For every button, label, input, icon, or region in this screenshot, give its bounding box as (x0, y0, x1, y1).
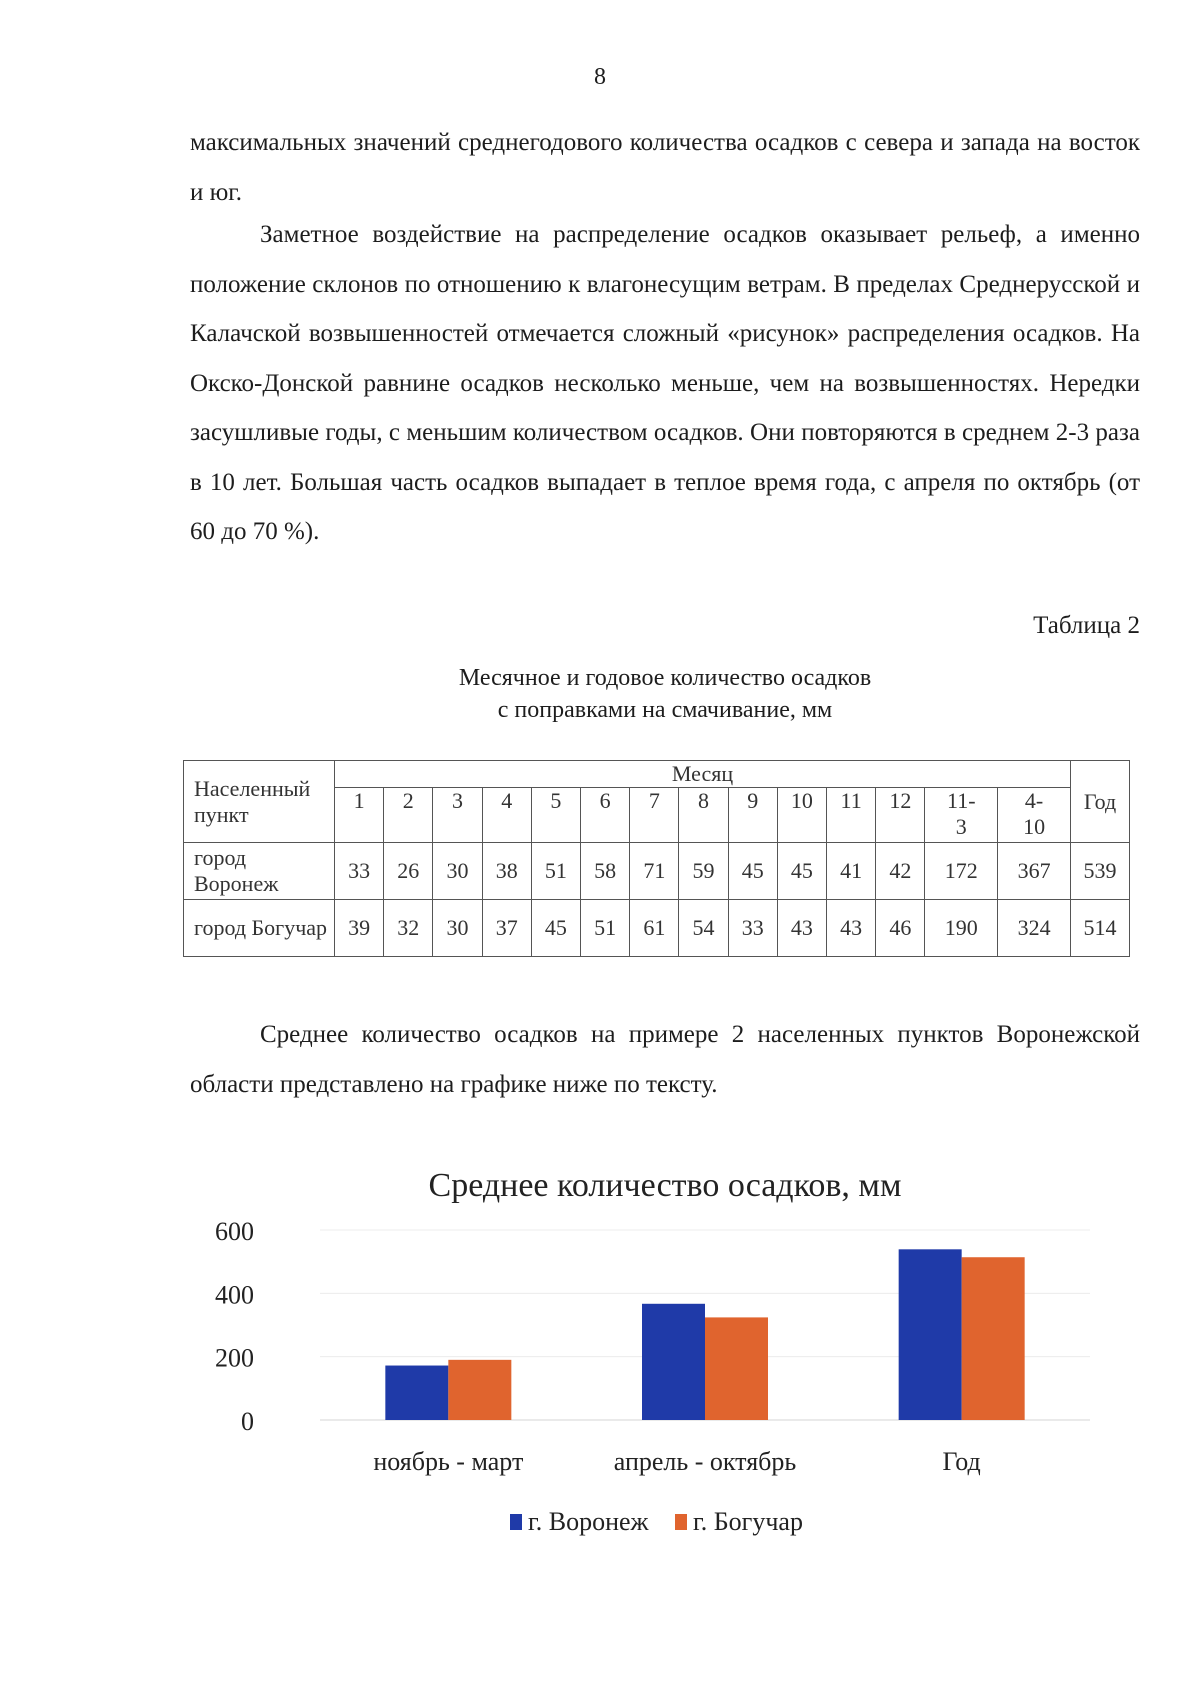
header-col-5: 5 (531, 788, 580, 843)
header-col-9: 9 (728, 788, 777, 843)
table-cell: 172 (925, 843, 998, 900)
paragraph-2-text: Заметное воздействие на распределение осадков оказывает рельеф, а именно положение склонов по отношению к влагонесущим ветрам. В пределах Среднерусской и Калачской возвышенностей отмечается сложный «рисунок» распределения осадков. На Окско-Донской равнине осадков несколько меньше, чем на возвышенностях. Нередки засушливые годы, с меньшим количеством осадков. Они повторяются в среднем 2-3 раза в 10 лет. Большая часть осадков выпадает в теплое время года, с апреля по октябрь (от 60 до 70 %). (190, 221, 1140, 545)
header-col-3: 3 (433, 788, 482, 843)
x-category-label: ноябрь - март (373, 1447, 524, 1476)
table-row (184, 843, 1130, 900)
table-caption-line-1: Месячное и годовое количество осадков (458, 665, 872, 691)
table-cell: 45 (728, 843, 777, 900)
precipitation-chart (190, 1150, 1140, 1580)
paragraph-3 (190, 1010, 1140, 1109)
table-cell: 33 (335, 843, 384, 900)
header-col-11: 11 (827, 788, 876, 843)
legend-label: г. Воронеж (528, 1507, 649, 1536)
y-tick-label: 400 (215, 1280, 254, 1310)
bar-voronezh (642, 1304, 705, 1420)
paragraph-3-text: Среднее количество осадков на примере 2 населенных пунктов Воронежской области представлено на графике ниже по тексту. (190, 1021, 1140, 1098)
row-place: город Воронеж (184, 843, 335, 900)
table-cell: 61 (630, 900, 679, 957)
header-col-13: 11- 3 (925, 788, 998, 843)
table-body (184, 843, 1130, 957)
header-col-6: 6 (581, 788, 630, 843)
header-col-4: 4 (482, 788, 531, 843)
table-cell: 367 (998, 843, 1071, 900)
chart-svg (190, 1150, 1140, 1580)
header-col-14: 4- 10 (998, 788, 1071, 843)
y-tick-label: 0 (241, 1407, 254, 1436)
table-cell: 190 (925, 900, 998, 957)
table-cell: 39 (335, 900, 384, 957)
table-cell: 45 (777, 843, 826, 900)
header-col-12: 12 (876, 788, 925, 843)
x-category-label: апрель - октябрь (613, 1447, 797, 1476)
bar-voronezh (899, 1249, 962, 1420)
table-cell: 43 (827, 900, 876, 957)
table-cell: 51 (581, 900, 630, 957)
row-place: город Богучар (184, 900, 335, 957)
paragraph-2 (190, 210, 1140, 557)
table-cell: 42 (876, 843, 925, 900)
precipitation-table (183, 760, 1130, 957)
legend-swatch (675, 1514, 687, 1530)
table-cell: 54 (679, 900, 728, 957)
table-cell: 30 (433, 900, 482, 957)
chart-title: Среднее количество осадков, мм (428, 1167, 902, 1204)
y-tick-label: 200 (215, 1343, 254, 1373)
header-col-10: 10 (777, 788, 826, 843)
x-category-label: Год (942, 1447, 981, 1476)
table-cell: 30 (433, 843, 482, 900)
row-year: 539 (1071, 843, 1130, 900)
row-year: 514 (1071, 900, 1130, 957)
header-place: Населенный пункт (184, 761, 335, 843)
table-cell: 33 (728, 900, 777, 957)
bar-voronezh (385, 1366, 448, 1420)
header-year: Год (1071, 761, 1130, 843)
table-cell: 58 (581, 843, 630, 900)
y-tick-label: 600 (215, 1217, 254, 1246)
table-header-row (184, 761, 1130, 788)
table-caption (190, 662, 1140, 726)
bar-boguchar (962, 1257, 1025, 1420)
table-number: Таблица 2 (1033, 612, 1140, 639)
paragraph-1 (190, 118, 1140, 217)
table-cell: 41 (827, 843, 876, 900)
table-caption-line-2: с поправками на смачивание, мм (497, 697, 833, 723)
table-cell: 71 (630, 843, 679, 900)
legend-swatch (510, 1514, 522, 1530)
table-cell: 26 (384, 843, 433, 900)
header-month: Месяц (335, 761, 1071, 788)
table-cell: 32 (384, 900, 433, 957)
page-number: 8 (594, 64, 606, 90)
table-cell: 59 (679, 843, 728, 900)
header-col-1: 1 (335, 788, 384, 843)
table-row (184, 900, 1130, 957)
header-col-8: 8 (679, 788, 728, 843)
bar-boguchar (448, 1360, 511, 1420)
bar-boguchar (705, 1317, 768, 1420)
legend-label: г. Богучар (693, 1507, 803, 1536)
paragraph-1-text: максимальных значений среднегодового количества осадков с севера и запада на восток и юг. (190, 129, 1140, 206)
table-cell: 46 (876, 900, 925, 957)
table-cell: 45 (531, 900, 580, 957)
table-cell: 38 (482, 843, 531, 900)
table-cell: 43 (777, 900, 826, 957)
table-cell: 324 (998, 900, 1071, 957)
table-cell: 37 (482, 900, 531, 957)
header-col-7: 7 (630, 788, 679, 843)
header-col-2: 2 (384, 788, 433, 843)
table-cell: 51 (531, 843, 580, 900)
